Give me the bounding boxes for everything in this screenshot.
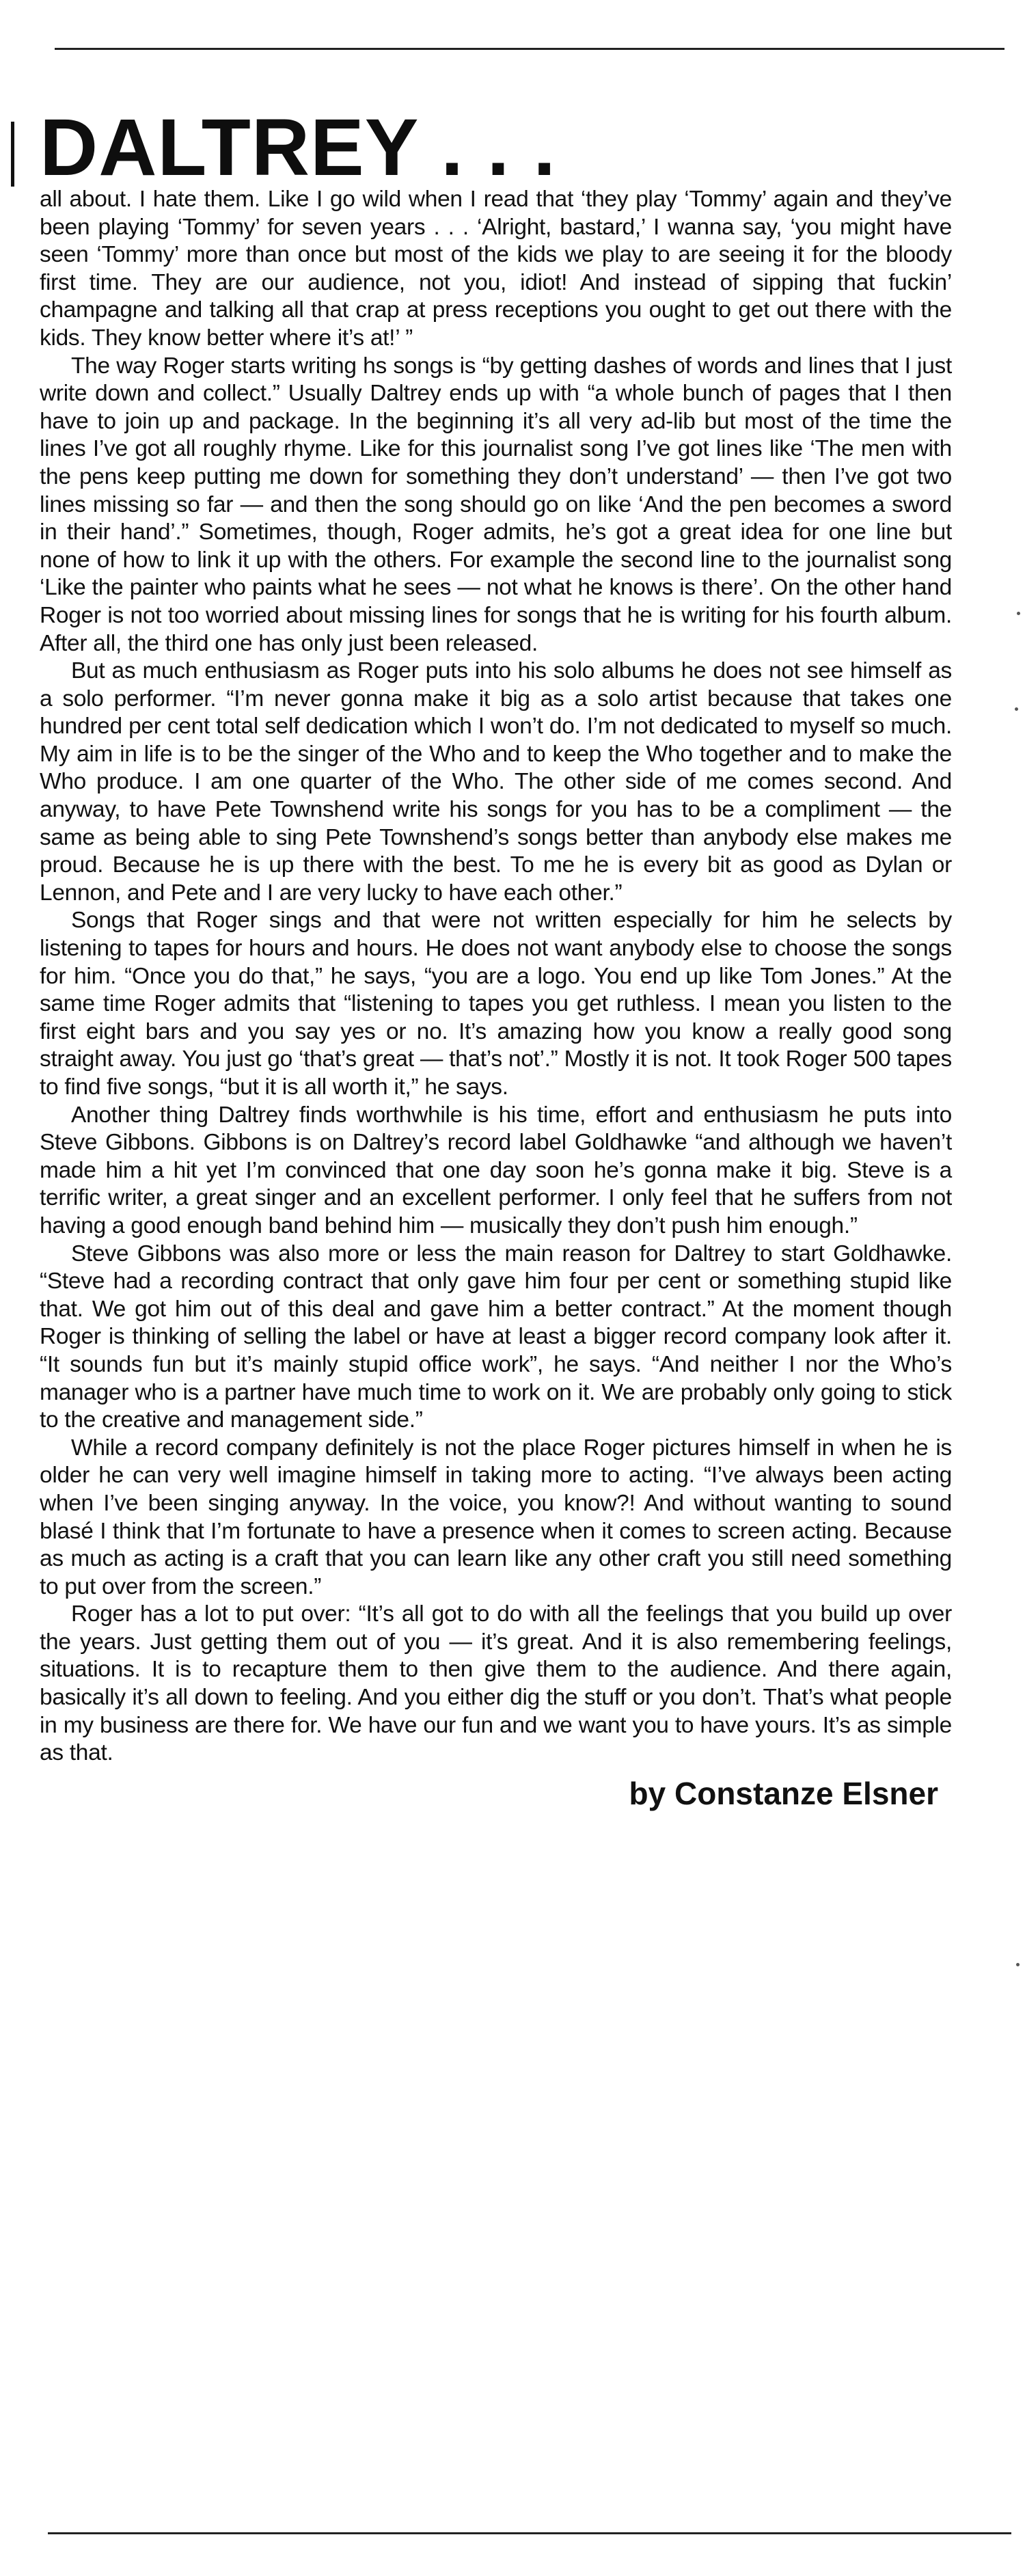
bottom-rule <box>48 2532 1011 2534</box>
article-paragraph-8: Roger has a lot to put over: “It’s all got to do with all the feelings that you build up over the years. Just getting them out of you — it’s great. And it is also remembering feelings, situations. It is to recapture them to then give them to the audience. And there again, basically it’s all down to feeling. And you either dig the stuff or you don’t. That’s what people in my business are there for. We have our fun and we want you to have yours. It’s as simple as that. <box>40 1601 952 1766</box>
article-paragraph-4: Songs that Roger sings and that were not written especially for him he selects by listening to tapes for hours and hours. He does not want anybody else to choose the songs for him. “Once you do that,” he says, “you are a logo. You end up like Tom Jones.” At the same time Roger admits that “listening to tapes you get ruthless. I mean you listen to the first eight bars and you say yes or no. It’s amazing how you know a really good song straight away. You just go ‘that’s great — that’s not’.” Mostly it is not. It took Roger 500 tapes to find five songs, “but it is all worth it,” he says. <box>40 908 952 1100</box>
article-paragraph-5: Another thing Daltrey finds worthwhile is his time, effort and enthusiasm he puts into Steve Gibbons. Gibbons is on Daltrey’s record label Goldhawke “and although we haven’t made him a hit yet I’m convinced that one day soon he’s gonna make it big. Steve is a terrific writer, a great singer and an excellent performer. I only feel that he suffers from not having a good enough band behind him — musically they don’t push him enough.” <box>40 1102 952 1238</box>
margin-speck <box>1017 612 1020 615</box>
top-rule <box>55 48 1004 50</box>
article-paragraph-7: While a record company definitely is not the place Roger pictures himself in when he is older he can very well imagine himself in taking more to acting. “I’ve always been acting when I’ve been singing anyway. In the voice, you know?! And without wanting to sound blasé I think that I’m fortunate to have a presence when it comes to screen acting. Because as much as acting is a craft that you can learn like any other craft you still need something to put over from the screen.” <box>40 1435 952 1599</box>
byline: by Constanze Elsner <box>629 1775 938 1811</box>
margin-speck <box>1016 1963 1020 1966</box>
margin-speck <box>1015 707 1018 711</box>
side-bar-mark <box>11 122 14 187</box>
article <box>40 103 952 1813</box>
article-paragraph-2: The way Roger starts writing hs songs is “by getting dashes of words and lines that I just write down and collect.” Usually Daltrey ends up with “a whole bunch of pages that I then have to join up and package. In the beginning it’s all very ad-lib but most of the time the lines I’ve got all roughly rhyme. Like for this journalist song I’ve got lines like ‘The men with the pens keep putting me down for something they don’t understand’ — then I’ve got two lines missing so far — and then the song should go on like ‘And the pen becomes a sword in their hand’.” Sometimes, though, Roger admits, he’s got a great idea for one line but none of how to link it up with the others. For example the second line to the journalist song ‘Like the painter who paints what he sees — not what he knows is there’. On the other hand Roger is not too worried about missing lines for songs that he is writing for his fourth album. After all, the third one has only just been released. <box>40 353 952 656</box>
article-paragraph-1: all about. I hate them. Like I go wild when I read that ‘they play ‘Tommy’ again and they’ve been playing ‘Tommy’ for seven years . . . ‘Alright, bastard,’ I wanna say, ‘you might have seen ‘Tommy’ more than once but most of the kids we play to are seeing it for the bloody first time. They are our audience, not you, idiot! And instead of sipping that fuckin’ champagne and talking all that crap at press receptions you ought to get out there with the kids. They know better where it’s at!’ ” <box>40 187 952 351</box>
article-paragraph-6: Steve Gibbons was also more or less the main reason for Daltrey to start Goldhawke. “Steve had a recording contract that only gave him four per cent or something stupid like that. We got him out of this deal and gave him a better contract.” At the moment though Roger is thinking of selling the label or have at least a bigger record company look after it. “It sounds fun but it’s mainly stupid office work”, he says. “And neither I nor the Who’s manager who is a partner have much time to work on it. We are probably only going to stick to the creative and management side.” <box>40 1240 952 1433</box>
headline: DALTREY . . . <box>40 103 557 193</box>
article-paragraph-3: But as much enthusiasm as Roger puts into his solo albums he does not see himself as a solo performer. “I’m never gonna make it big as a solo artist because that takes one hundred per cent total self dedication which I won’t do. I’m not dedicated to myself so much. My aim in life is to be the singer of the Who and to keep the Who together and to make the Who produce. I am one quarter of the Who. The other side of me comes second. And anyway, to have Pete Townshend write his songs for you has to be a compliment — the same as being able to sing Pete Townshend’s songs better than anybody else makes me proud. Because he is up there with the best. To me he is every bit as good as Dylan or Lennon, and Pete and I are very lucky to have each other.” <box>40 658 952 906</box>
